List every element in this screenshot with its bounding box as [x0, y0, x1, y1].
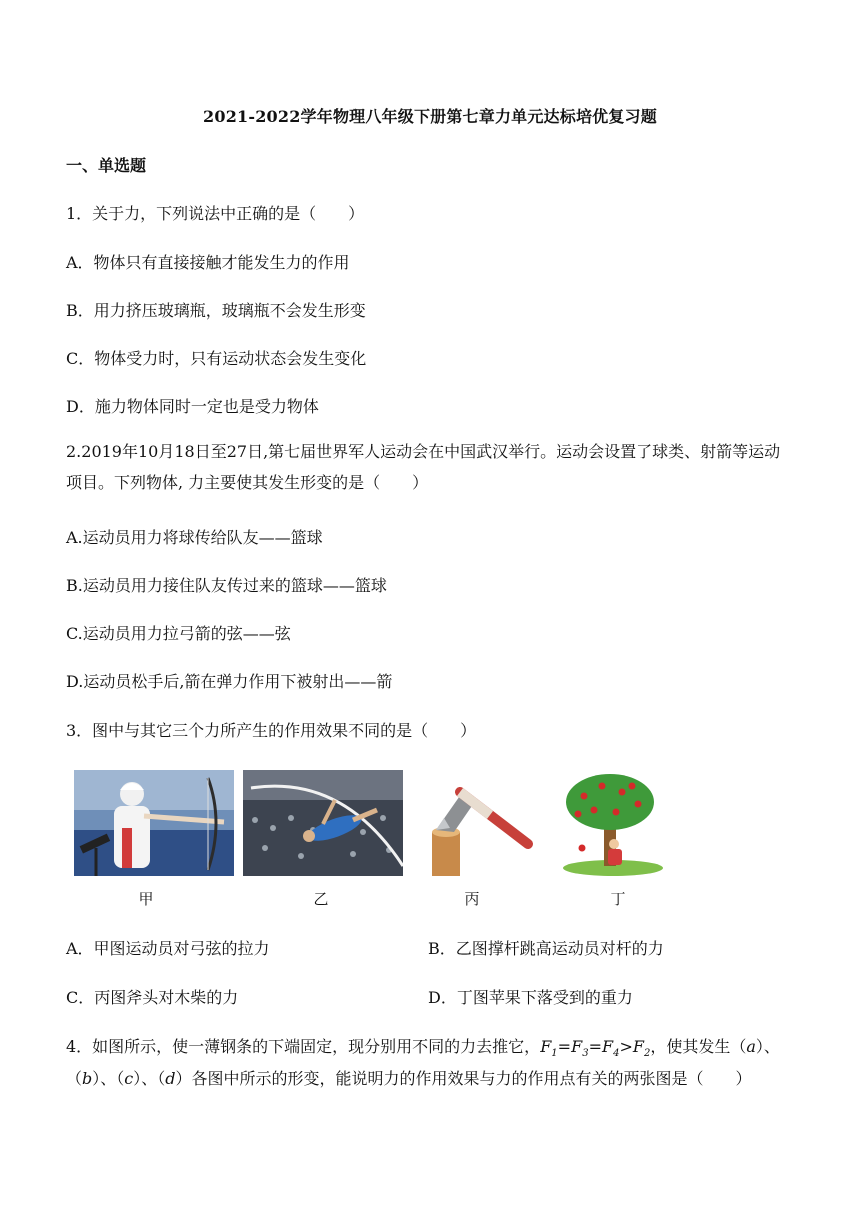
- question-2-option-d: D.运动员松手后,箭在弹力作用下被射出——箭: [66, 672, 393, 691]
- question-4-stem-line-1: 4．如图所示，使一薄钢条的下端固定，现分别用不同的力去推它，$F_1=F_3=F_4>F_2$，使其发生（a）、: [66, 1037, 780, 1060]
- figure-label-b: b: [82, 1069, 93, 1088]
- question-4-stem-part-c: 能说明力的作用效果与力的作用点有关的两张图是（ ）: [335, 1069, 752, 1088]
- figure-label-d: d: [165, 1069, 176, 1088]
- question-2-stem: 2.2019年10月18日至27日,第七届世界军人运动会在中国武汉举行。运动会设置了球类、射箭等运动项目。下列物体, 力主要使其发生形变的是（ ）: [66, 442, 781, 492]
- question-2-option-c: C.运动员用力拉弓箭的弦——弦: [66, 624, 291, 643]
- page-title: 2021-2022学年物理八年级下册第七章力单元达标培优复习题: [203, 107, 657, 126]
- question-2-option-b: B.运动员用力接住队友传过来的篮球——篮球: [66, 576, 387, 595]
- caption-bing: 丙: [464, 890, 480, 908]
- section-heading: 一、单选题: [66, 156, 147, 175]
- question-4-stem-line-2: （b）、（c）、（d）各图中所示的形变，能说明力的作用效果与力的作用点有关的两张图是（ ）: [66, 1069, 752, 1088]
- question-3-option-b: B．乙图撑杆跳高运动员对杆的力: [428, 939, 664, 958]
- caption-jia: 甲: [138, 890, 154, 908]
- question-4-stem-part-b: ，使其发生（: [650, 1037, 747, 1056]
- apple-tree-image: [558, 770, 668, 876]
- question-4-stem-part-a: 4．如图所示，使一薄钢条的下端固定，现分别用不同的力去推它，: [66, 1037, 541, 1056]
- question-1-stem: 1．关于力，下列说法中正确的是（ ）: [66, 204, 365, 223]
- axe-log-image: [420, 770, 534, 876]
- figure-label-c: c: [124, 1069, 134, 1088]
- question-1-option-b: B．用力挤压玻璃瓶，玻璃瓶不会发生形变: [66, 301, 366, 320]
- question-1-option-d: D．施力物体同时一定也是受力物体: [66, 397, 319, 416]
- figure-label-a: a: [746, 1037, 756, 1056]
- question-3-option-a: A．甲图运动员对弓弦的拉力: [66, 939, 270, 958]
- question-3-stem: 3．图中与其它三个力所产生的作用效果不同的是（ ）: [66, 721, 477, 740]
- question-1-option-c: C．物体受力时，只有运动状态会发生变化: [66, 349, 367, 368]
- pole-vault-image: [243, 770, 403, 876]
- caption-yi: 乙: [313, 890, 329, 908]
- question-1-option-a: A．物体只有直接接触才能发生力的作用: [66, 253, 350, 272]
- question-3-option-c: C．丙图斧头对木柴的力: [66, 988, 239, 1007]
- question-3-option-d: D．丁图苹果下落受到的重力: [428, 988, 633, 1007]
- question-2-option-a: A.运动员用力将球传给队友——篮球: [66, 528, 323, 547]
- archer-image: [74, 770, 234, 876]
- force-formula: $F_1=F_3=F_4>F_2$: [540, 1037, 651, 1060]
- caption-ding: 丁: [610, 890, 626, 908]
